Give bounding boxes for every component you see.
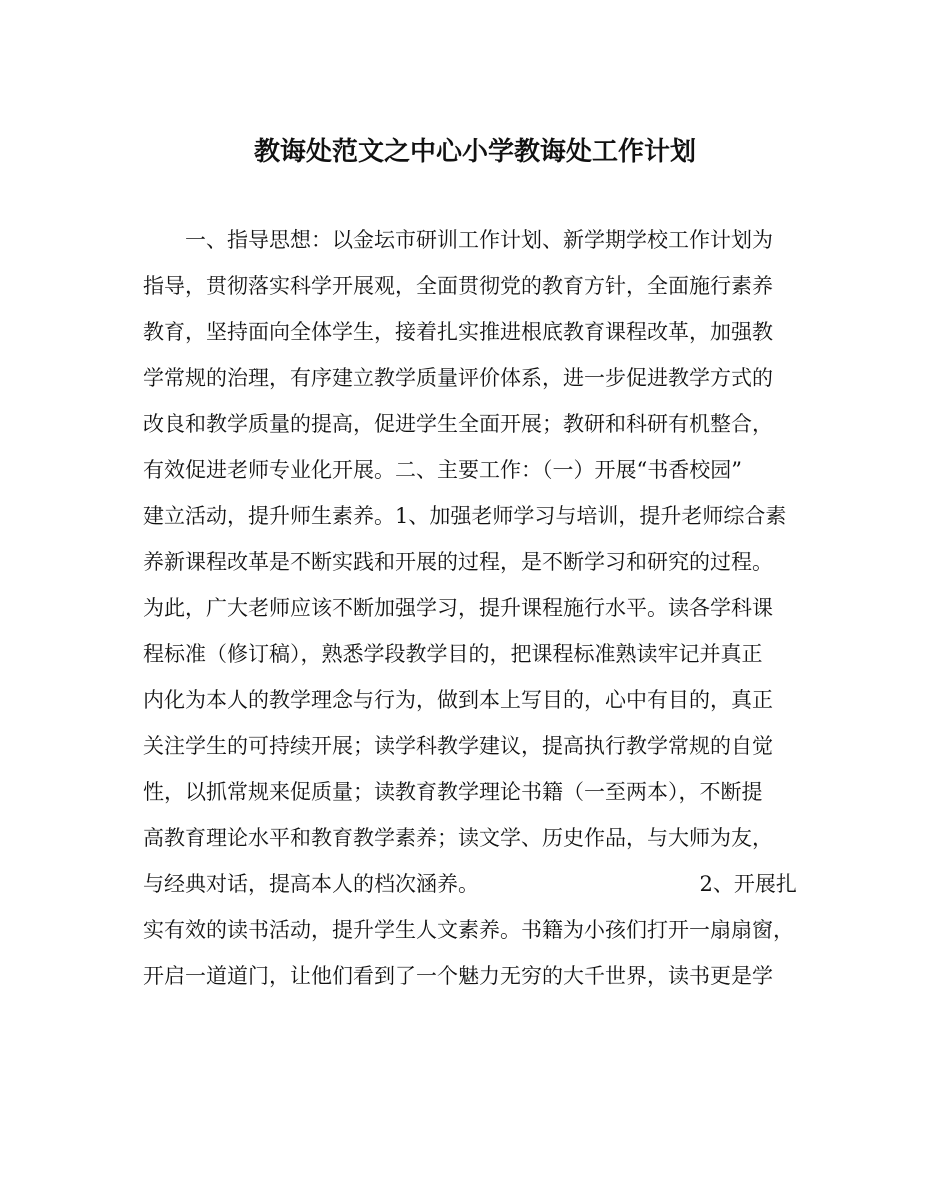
body-line: 有效促进老师专业化开展。二、主要工作：（一）开展“书香校园” <box>143 458 742 482</box>
document-body <box>143 217 823 999</box>
body-line: 与经典对话，提高本人的档次涵养。 2、开展扎 <box>143 872 797 896</box>
body-line: 为此，广大老师应该不断加强学习，提升课程施行水平。读各学科课 <box>143 596 773 620</box>
body-line: 实有效的读书活动，提升学生人文素养。书籍为小孩们打开一扇扇窗， <box>143 918 794 942</box>
body-line: 高教育理论水平和教育教学素养；读文学、历史作品，与大师为友， <box>143 826 773 850</box>
body-line: 指导，贯彻落实科学开展观，全面贯彻党的教育方针，全面施行素养 <box>143 274 773 298</box>
body-line: 养新课程改革是不断实践和开展的过程，是不断学习和研究的过程。 <box>143 550 773 574</box>
body-line: 程标准（修订稿），熟悉学段教学目的，把课程标准熟读牢记并真正 <box>143 642 763 666</box>
body-line: 内化为本人的教学理念与行为，做到本上写目的，心中有目的，真正 <box>143 688 773 712</box>
body-line: 教育，坚持面向全体学生，接着扎实推进根底教育课程改革，加强教 <box>143 320 773 344</box>
body-line: 建立活动，提升师生素养。1、加强老师学习与培训，提升老师综合素 <box>143 504 787 528</box>
body-line: 关注学生的可持续开展；读学科教学建议，提高执行教学常规的自觉 <box>143 734 773 758</box>
body-line: 开启一道道门，让他们看到了一个魅力无穷的大千世界，读书更是学 <box>143 964 773 988</box>
body-line: 性，以抓常规来促质量；读教育教学理论书籍（一至两本），不断提 <box>143 780 763 804</box>
body-line: 一、指导思想：以金坛市研训工作计划、新学期学校工作计划为 <box>143 228 773 252</box>
document-title: 教诲处范文之中心小学教诲处工作计划 <box>253 137 696 167</box>
body-line: 改良和教学质量的提高，促进学生全面开展；教研和科研有机整合， <box>143 412 773 436</box>
body-line: 学常规的治理，有序建立教学质量评价体系，进一步促进教学方式的 <box>143 366 773 390</box>
